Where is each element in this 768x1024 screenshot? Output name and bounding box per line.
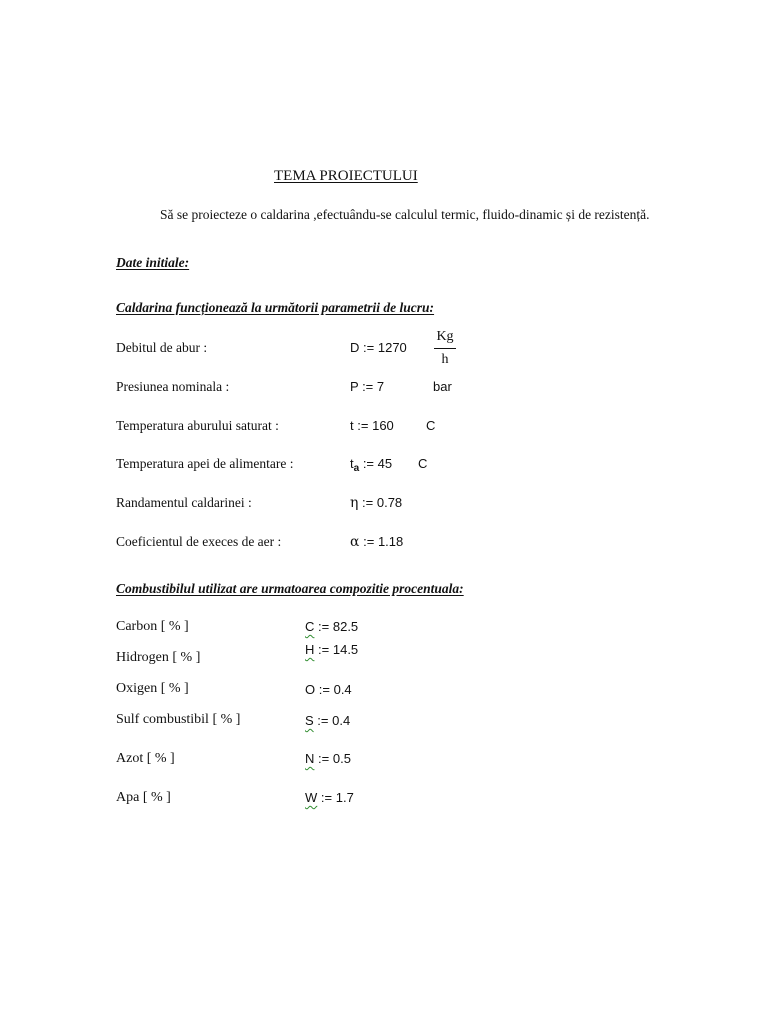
param-value: 1.18	[377, 534, 404, 549]
param-symbol: P	[350, 379, 359, 394]
unit-numerator: Kg	[436, 329, 454, 344]
assign-operator: :=	[318, 751, 330, 766]
composition-formula-carbon	[305, 619, 358, 634]
param-label-air-excess: Coeficientul de execes de aer :	[116, 534, 282, 549]
assign-operator: :=	[357, 418, 369, 433]
param-symbol: η	[350, 495, 359, 511]
param-symbol: D	[350, 340, 360, 355]
composition-label-nitrogen: Azot [ % ]	[116, 751, 175, 766]
param-formula-efficiency	[350, 495, 402, 511]
assign-operator: :=	[363, 534, 375, 549]
composition-symbol: C	[305, 619, 315, 634]
param-symbol: α	[350, 534, 360, 550]
param-formula-steam-temperature	[350, 418, 394, 433]
param-value: 0.78	[376, 495, 403, 510]
composition-value: 0.4	[333, 682, 352, 697]
intro-paragraph: Să se proiecteze o caldarina ,efectuându-se calculul termic, fluido-dinamic și de rezistență.	[160, 207, 650, 222]
composition-symbol: W	[305, 790, 318, 805]
section-heading-parameters: Caldarina funcționează la următorii parametrii de lucru:	[116, 300, 435, 315]
composition-value: 0.4	[332, 713, 351, 728]
section-heading-fuel-composition: Combustibilul utilizat are urmatoarea compozitie procentuala:	[116, 581, 464, 596]
param-value: 7	[376, 379, 385, 394]
param-value: 45	[377, 456, 393, 471]
section-heading-initial-data: Date initiale:	[116, 255, 190, 270]
composition-formula-hydrogen	[305, 642, 358, 657]
assign-operator: :=	[318, 619, 330, 634]
composition-formula-oxygen	[305, 682, 352, 697]
param-unit-pressure: bar	[433, 379, 452, 394]
param-label-efficiency: Randamentul caldarinei :	[116, 495, 252, 510]
composition-label-water: Apa [ % ]	[116, 790, 171, 805]
assign-operator: :=	[362, 379, 374, 394]
param-label-pressure: Presiunea nominala :	[116, 379, 230, 394]
assign-operator: :=	[320, 790, 333, 805]
composition-value: 1.7	[335, 790, 354, 805]
composition-formula-nitrogen	[305, 751, 351, 766]
composition-value: 0.5	[332, 751, 351, 766]
composition-symbol: O	[305, 682, 316, 697]
param-label-feedwater-temperature: Temperatura apei de alimentare :	[116, 456, 294, 471]
composition-value: 14.5	[332, 642, 359, 657]
param-unit-feedwater-temperature: C	[418, 456, 428, 471]
composition-formula-sulfur	[305, 713, 350, 728]
composition-label-oxygen: Oxigen [ % ]	[116, 681, 189, 696]
composition-symbol: N	[305, 751, 315, 766]
param-value: 1270	[377, 340, 407, 355]
composition-label-sulfur: Sulf combustibil [ % ]	[116, 712, 241, 727]
param-symbol: t	[350, 456, 354, 471]
unit-denominator: h	[441, 352, 449, 367]
composition-label-carbon: Carbon [ % ]	[116, 619, 189, 634]
assign-operator: :=	[362, 495, 374, 510]
composition-symbol: H	[305, 642, 315, 657]
assign-operator: :=	[362, 456, 375, 471]
composition-formula-water	[305, 790, 354, 805]
param-formula-steam-flow	[350, 340, 407, 355]
composition-label-hydrogen: Hidrogen [ % ]	[116, 650, 201, 665]
param-value: 160	[372, 418, 394, 433]
composition-symbol: S	[305, 713, 314, 728]
param-unit-steam-temperature: C	[426, 418, 436, 433]
page-title: TEMA PROIECTULUI	[274, 168, 418, 184]
assign-operator: :=	[318, 682, 330, 697]
assign-operator: :=	[363, 340, 375, 355]
param-formula-feedwater-temperature	[350, 456, 392, 474]
fraction-line	[434, 348, 456, 349]
param-symbol: t	[350, 418, 354, 433]
composition-value: 82.5	[332, 619, 359, 634]
param-formula-air-excess	[350, 534, 403, 550]
assign-operator: :=	[318, 642, 330, 657]
param-formula-pressure	[350, 379, 384, 394]
param-subscript: a	[353, 463, 360, 474]
param-label-steam-temperature: Temperatura aburului saturat :	[116, 418, 279, 433]
assign-operator: :=	[317, 713, 329, 728]
param-label-steam-flow: Debitul de abur :	[116, 340, 208, 355]
